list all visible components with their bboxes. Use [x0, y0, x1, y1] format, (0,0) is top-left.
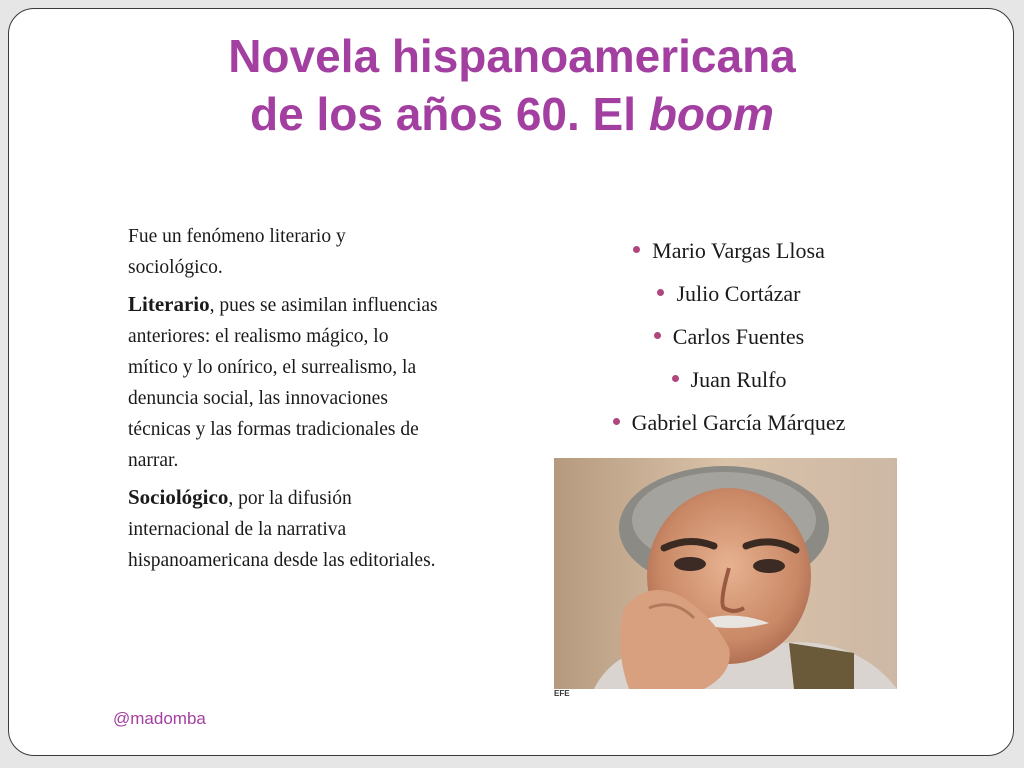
paragraph-literario	[128, 289, 438, 476]
bullet-icon	[672, 375, 679, 382]
author-name: Mario Vargas Llosa	[652, 238, 825, 263]
list-item	[554, 229, 904, 272]
bullet-icon	[613, 418, 620, 425]
author-name: Carlos Fuentes	[672, 324, 805, 349]
list-item	[554, 401, 904, 444]
author-name: Julio Cortázar	[676, 281, 801, 306]
term-sociologico: Sociológico	[128, 485, 229, 509]
list-item	[554, 315, 904, 358]
list-item	[554, 272, 904, 315]
author-name: Juan Rulfo	[690, 367, 787, 392]
list-item	[554, 358, 904, 401]
paragraph-literario-text: , pues se asimilan influencias anteriores: el realismo mágico, lo mítico y lo onírico, el surrealismo, la denuncia social, las innovaciones técnicas y las formas tradicionales de narrar.	[128, 295, 438, 471]
portrait-photo	[554, 458, 897, 689]
title-line-2-prefix: de los años 60. El	[249, 88, 649, 140]
author-handle: @madomba	[113, 709, 206, 728]
body-text	[128, 221, 438, 582]
photo-credit: EFE	[554, 689, 570, 698]
slide	[8, 8, 1014, 756]
term-literario: Literario	[128, 292, 210, 316]
slide-title	[9, 27, 1014, 143]
paragraph-sociologico-text: , por la difusión internacional de la narrativa hispanoamericana desde las editoriales.	[128, 488, 436, 571]
authors-list	[554, 229, 904, 444]
author-name: Gabriel García Márquez	[631, 410, 846, 435]
title-line-2	[9, 85, 1014, 143]
paragraph-intro: Fue un fenómeno literario y sociológico.	[128, 226, 346, 278]
paragraph-sociologico	[128, 482, 438, 576]
bullet-icon	[654, 332, 661, 339]
title-line-2-italic: boom	[648, 88, 775, 140]
bullet-icon	[633, 246, 640, 253]
bullet-icon	[657, 289, 664, 296]
title-line-1: Novela hispanoamericana	[228, 30, 796, 82]
